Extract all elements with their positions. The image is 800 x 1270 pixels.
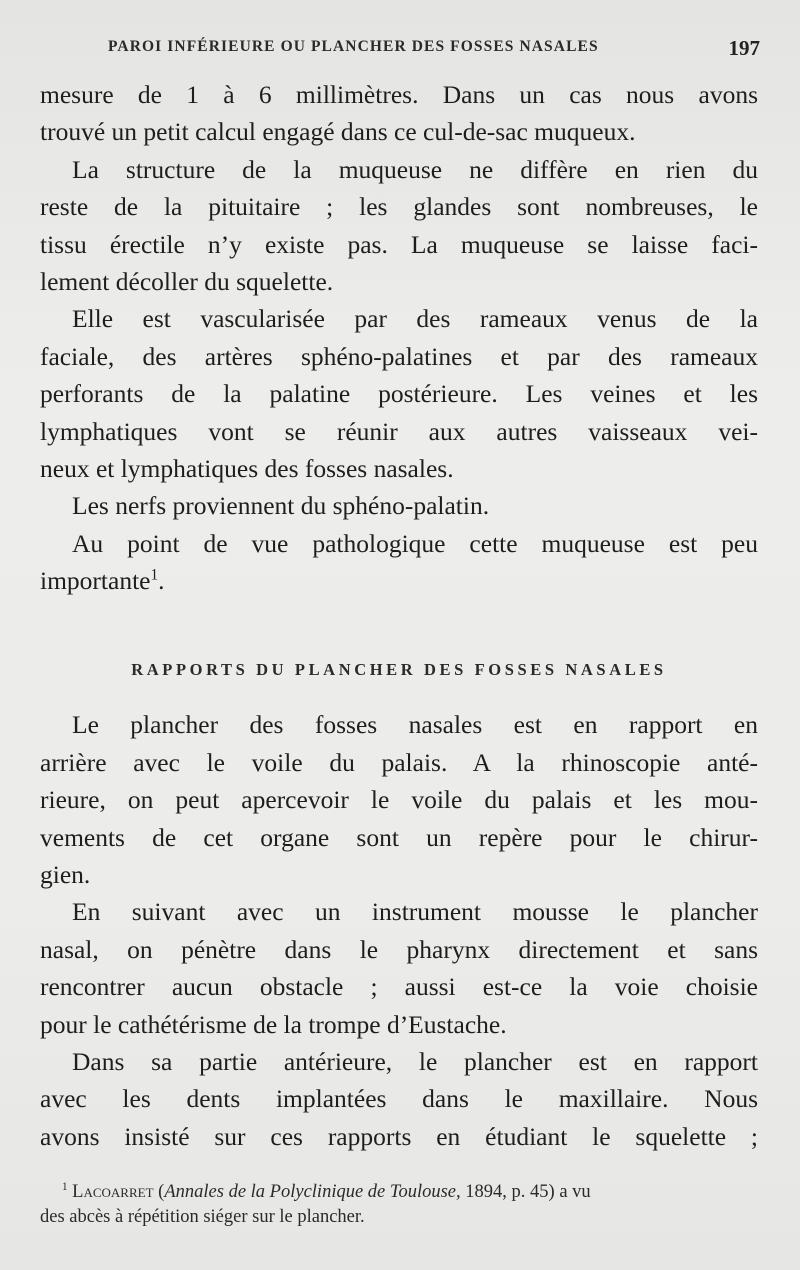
- footnote-citation: 1894, p. 45) a vu: [460, 1182, 591, 1202]
- footnote-line: des abcès à répétition siéger sur le plancher.: [40, 1207, 365, 1227]
- spacer: [40, 599, 758, 651]
- text-line: vements de cet organe sont un repère pour le chirur-: [40, 822, 758, 852]
- text-line: faciale, des artères sphéno-palatines et par des rameaux: [40, 341, 758, 371]
- text-line: Au point de vue pathologique cette muqueuse est peu: [72, 528, 758, 558]
- text-line: neux et lymphatiques des fosses nasales.: [40, 453, 454, 483]
- running-head: [40, 36, 760, 66]
- text-line: avec les dents implantées dans le maxillaire. Nous: [40, 1084, 758, 1114]
- text-line: Elle est vascularisée par des rameaux venus de la: [72, 304, 758, 334]
- text-line: gien.: [40, 860, 91, 890]
- footnote-marker[interactable]: 1: [150, 566, 159, 584]
- footnote-line: [40, 1180, 760, 1205]
- text-line: Le plancher des fosses nasales est en rapport en: [72, 710, 758, 740]
- text-line: Les nerfs proviennent du sphéno-palatin.: [72, 491, 490, 521]
- text-line: mesure de 1 à 6 millimètres. Dans un cas nous avons: [40, 80, 758, 109]
- text-line: [40, 562, 758, 599]
- footnote-journal: Annales de la Polyclinique de Toulouse,: [164, 1182, 461, 1202]
- text-line: rencontrer aucun obstacle ; aussi est-ce la voie choisie: [40, 972, 758, 1002]
- text-line: avons insisté sur ces rapports en étudiant le squelette ;: [40, 1121, 758, 1151]
- footnote-author: Lacoarret: [72, 1182, 154, 1202]
- text-fragment: importante: [40, 566, 151, 596]
- text-fragment: .: [158, 566, 165, 596]
- text-line: arrière avec le voile du palais. A la rhinoscopie anté-: [40, 747, 758, 777]
- text-line: nasal, on pénètre dans le pharynx directement et sans: [40, 934, 758, 964]
- text-line: reste de la pituitaire ; les glandes sont nombreuses, le: [40, 192, 758, 222]
- spacer: [40, 688, 758, 706]
- text-line: En suivant avec un instrument mousse le plancher: [72, 897, 758, 927]
- text-line: lymphatiques vont se réunir aux autres vaisseaux vei-: [40, 416, 758, 446]
- footnote-number: 1: [62, 1180, 68, 1193]
- body-text: [40, 76, 758, 1155]
- text-line: lement décoller du squelette.: [40, 266, 334, 296]
- text-line: trouvé un petit calcul engagé dans ce cul-de-sac muqueux.: [40, 117, 636, 147]
- page-number: 197: [728, 36, 760, 60]
- footnote-paren: (: [158, 1182, 165, 1202]
- section-heading: RAPPORTS DU PLANCHER DES FOSSES NASALES: [131, 660, 667, 680]
- footnote: [40, 1180, 760, 1230]
- text-line: perforants de la palatine postérieure. Les veines et les: [40, 379, 758, 409]
- text-line: Dans sa partie antérieure, le plancher est en rapport: [72, 1046, 758, 1076]
- text-line: pour le cathétérisme de la trompe d’Eustache.: [40, 1009, 507, 1039]
- text-line: tissu érectile n’y existe pas. La muqueuse se laisse faci-: [40, 229, 758, 259]
- running-title: PAROI INFÉRIEURE OU PLANCHER DES FOSSES NASALES: [108, 38, 599, 55]
- text-line: rieure, on peut apercevoir le voile du palais et les mou-: [40, 785, 758, 815]
- text-line: La structure de la muqueuse ne diffère en rien du: [72, 154, 758, 184]
